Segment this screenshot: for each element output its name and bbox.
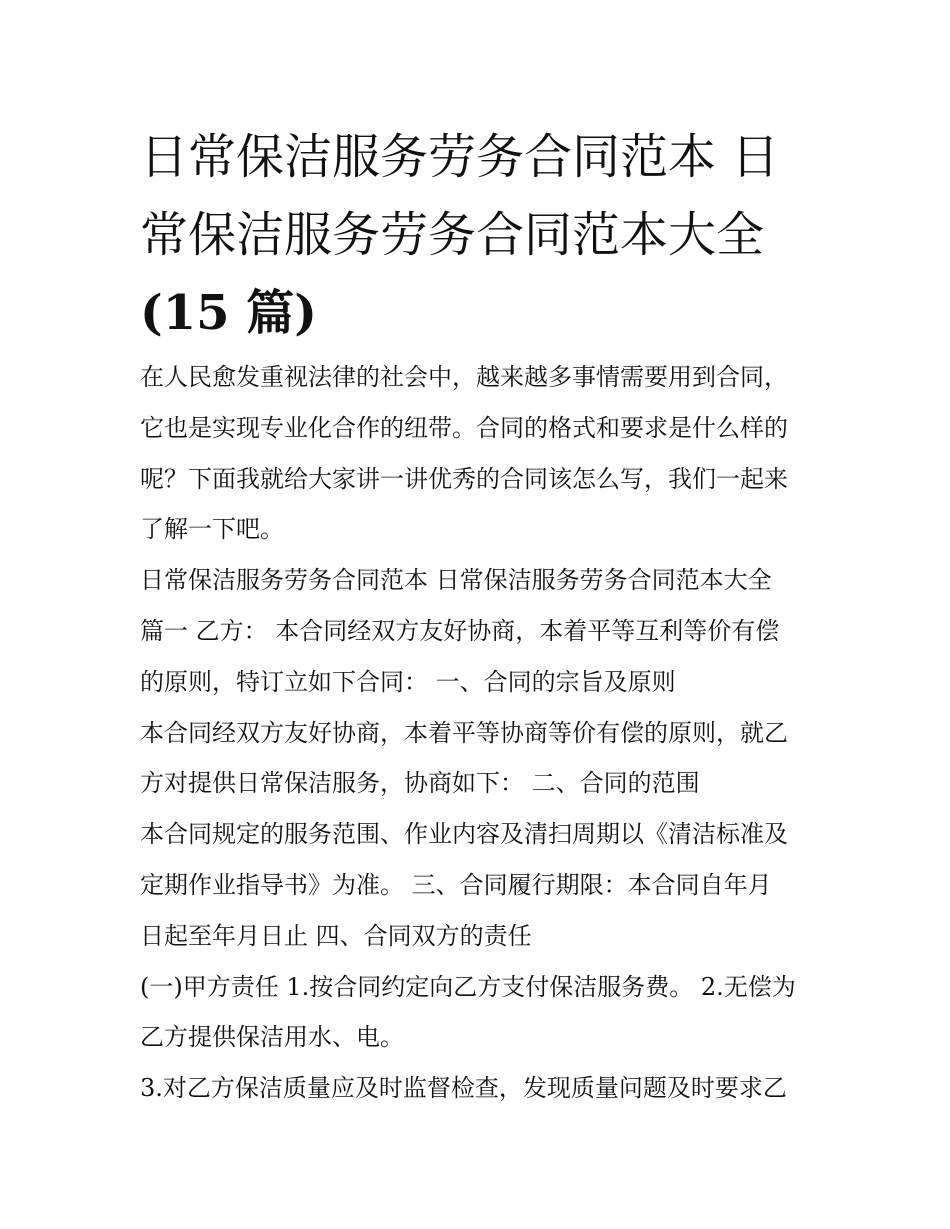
body-line: 本合同规定的服务范围、作业内容及清扫周期以《清洁标准及	[140, 820, 788, 849]
title-line-2: 常保洁服务劳务合同范本大全	[140, 207, 765, 263]
body-line: (一)甲方责任 1.按合同约定向乙方支付保洁服务费。 2.无偿为	[140, 972, 796, 1001]
body-line: 呢？下面我就给大家讲一讲优秀的合同该怎么写，我们一起来	[140, 464, 788, 493]
body-line: 篇一 乙方： 本合同经双方友好协商，本着平等互利等价有偿	[140, 616, 780, 645]
title-line-3: (15 篇)	[140, 285, 317, 341]
body-line: 的原则，特订立如下合同： 一、合同的宗旨及原则	[140, 667, 676, 696]
body-line: 方对提供日常保洁服务，协商如下： 二、合同的范围	[140, 769, 700, 798]
body-line: 在人民愈发重视法律的社会中，越来越多事情需要用到合同，	[140, 363, 788, 391]
document-title	[140, 118, 820, 352]
title-line-1: 日常保洁服务劳务合同范本 日	[140, 129, 780, 185]
body-line: 3.对乙方保洁质量应及时监督检查，发现质量问题及时要求乙	[140, 1074, 787, 1103]
body-line: 了解一下吧。	[140, 515, 284, 544]
body-line: 日常保洁服务劳务合同范本 日常保洁服务劳务合同范本大全	[140, 566, 772, 595]
body-line: 本合同经双方友好协商，本着平等协商等价有偿的原则，就乙	[140, 718, 788, 747]
body-line: 日起至年月日止 四、合同双方的责任	[140, 921, 532, 950]
body-line: 它也是实现专业化合作的纽带。合同的格式和要求是什么样的	[140, 413, 788, 442]
body-line: 乙方提供保洁用水、电。	[140, 1023, 404, 1052]
body-line: 定期作业指导书》为准。 三、合同履行期限：本合同自年月	[140, 870, 772, 899]
document-body	[140, 352, 820, 1114]
